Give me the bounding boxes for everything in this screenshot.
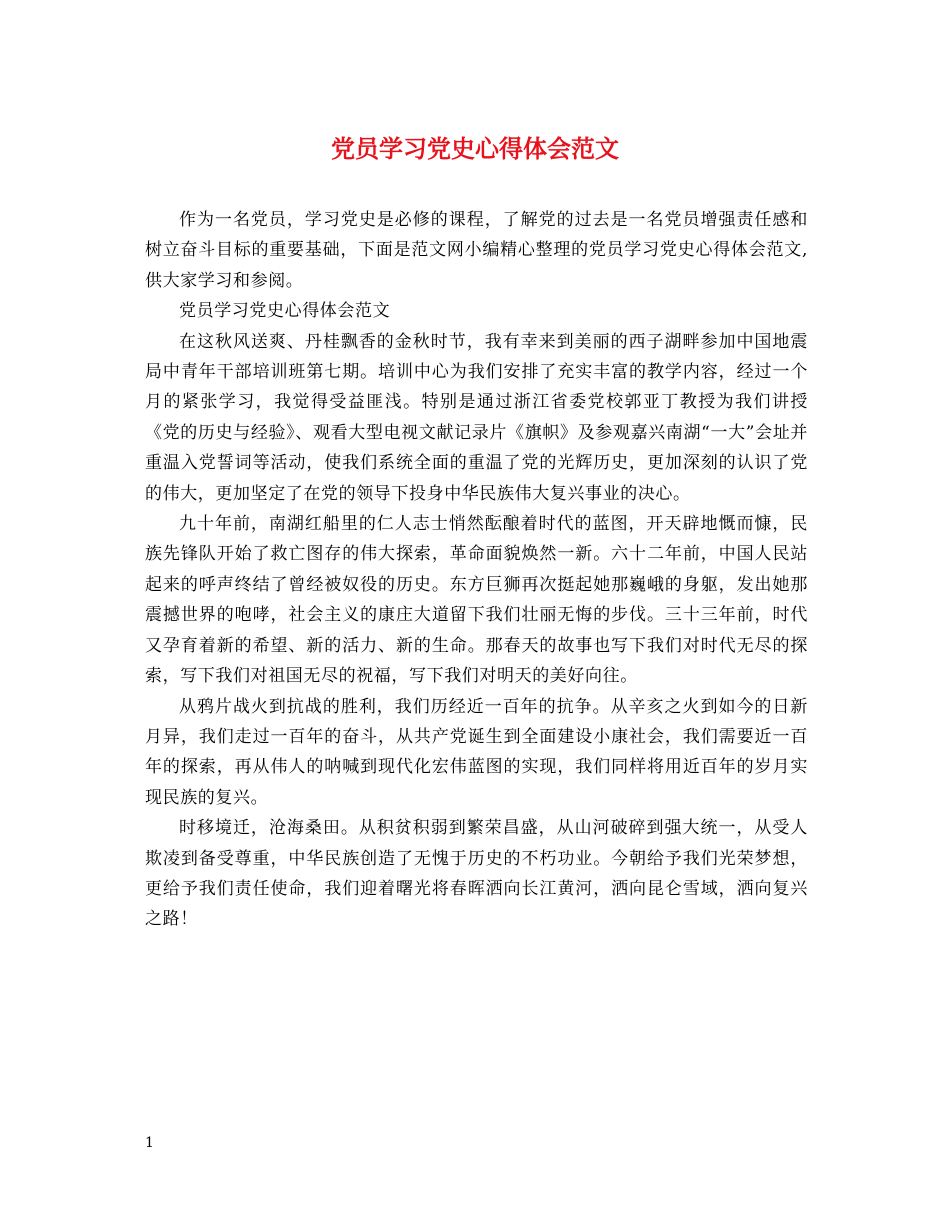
body-paragraph: 在这秋风送爽、丹桂飘香的金秋时节，我有幸来到美丽的西子湖畔参加中国地震局中青年干部培训班第七期。培训中心为我们安排了充实丰富的教学内容，经过一个月的紧张学习，我觉得受益匪浅。特别是通过浙江省委党校郭亚丁教授为我们讲授《党的历史与经验》、观看大型电视文献记录片《旗帜》及参观嘉兴南湖“一大”会址并重温入党誓词等活动，使我们系统全面的重温了党的光辉历史，更加深刻的认识了党的伟大，更加坚定了在党的领导下投身中华民族伟大复兴事业的决心。: [145, 331, 808, 504]
body-paragraph: 从鸦片战火到抗战的胜利，我们历经近一百年的抗争。从辛亥之火到如今的日新月异，我们走过一百年的奋斗，从共产党诞生到全面建设小康社会，我们需要近一百年的探索，再从伟人的呐喊到现代化宏伟蓝图的实现，我们同样将用近百年的岁月实现民族的复兴。: [145, 696, 808, 808]
document-title: 党员学习党史心得体会范文: [331, 134, 619, 163]
section-heading: 党员学习党史心得体会范文: [179, 301, 391, 322]
intro-paragraph: 作为一名党员，学习党史是必修的课程，了解党的过去是一名党员增强责任感和树立奋斗目标的重要基础，下面是范文网小编精心整理的党员学习党史心得体会范文,供大家学习和参阅。: [145, 210, 808, 291]
body-paragraph: 时移境迁，沧海桑田。从积贫积弱到繁荣昌盛，从山河破碎到强大统一，从受人欺凌到备受尊重，中华民族创造了无愧于历史的不朽功业。今朝给予我们光荣梦想，更给予我们责任使命，我们迎着曙光将春晖洒向长江黄河，洒向昆仑雪域，洒向复兴之路！: [145, 818, 808, 930]
body-paragraph: 九十年前，南湖红船里的仁人志士悄然酝酿着时代的蓝图，开天辟地慨而慷，民族先锋队开始了救亡图存的伟大探索，革命面貌焕然一新。六十二年前，中国人民站起来的呼声终结了曾经被奴役的历史。东方巨狮再次挺起她那巍峨的身躯，发出她那震撼世界的咆哮，社会主义的康庄大道留下我们壮丽无悔的步伐。三十三年前，时代又孕育着新的希望、新的活力、新的生命。那春天的故事也写下我们对时代无尽的探索，写下我们对祖国无尽的祝福，写下我们对明天的美好向往。: [145, 514, 808, 687]
document-body: [145, 205, 808, 935]
page-number: 1: [145, 1135, 154, 1151]
